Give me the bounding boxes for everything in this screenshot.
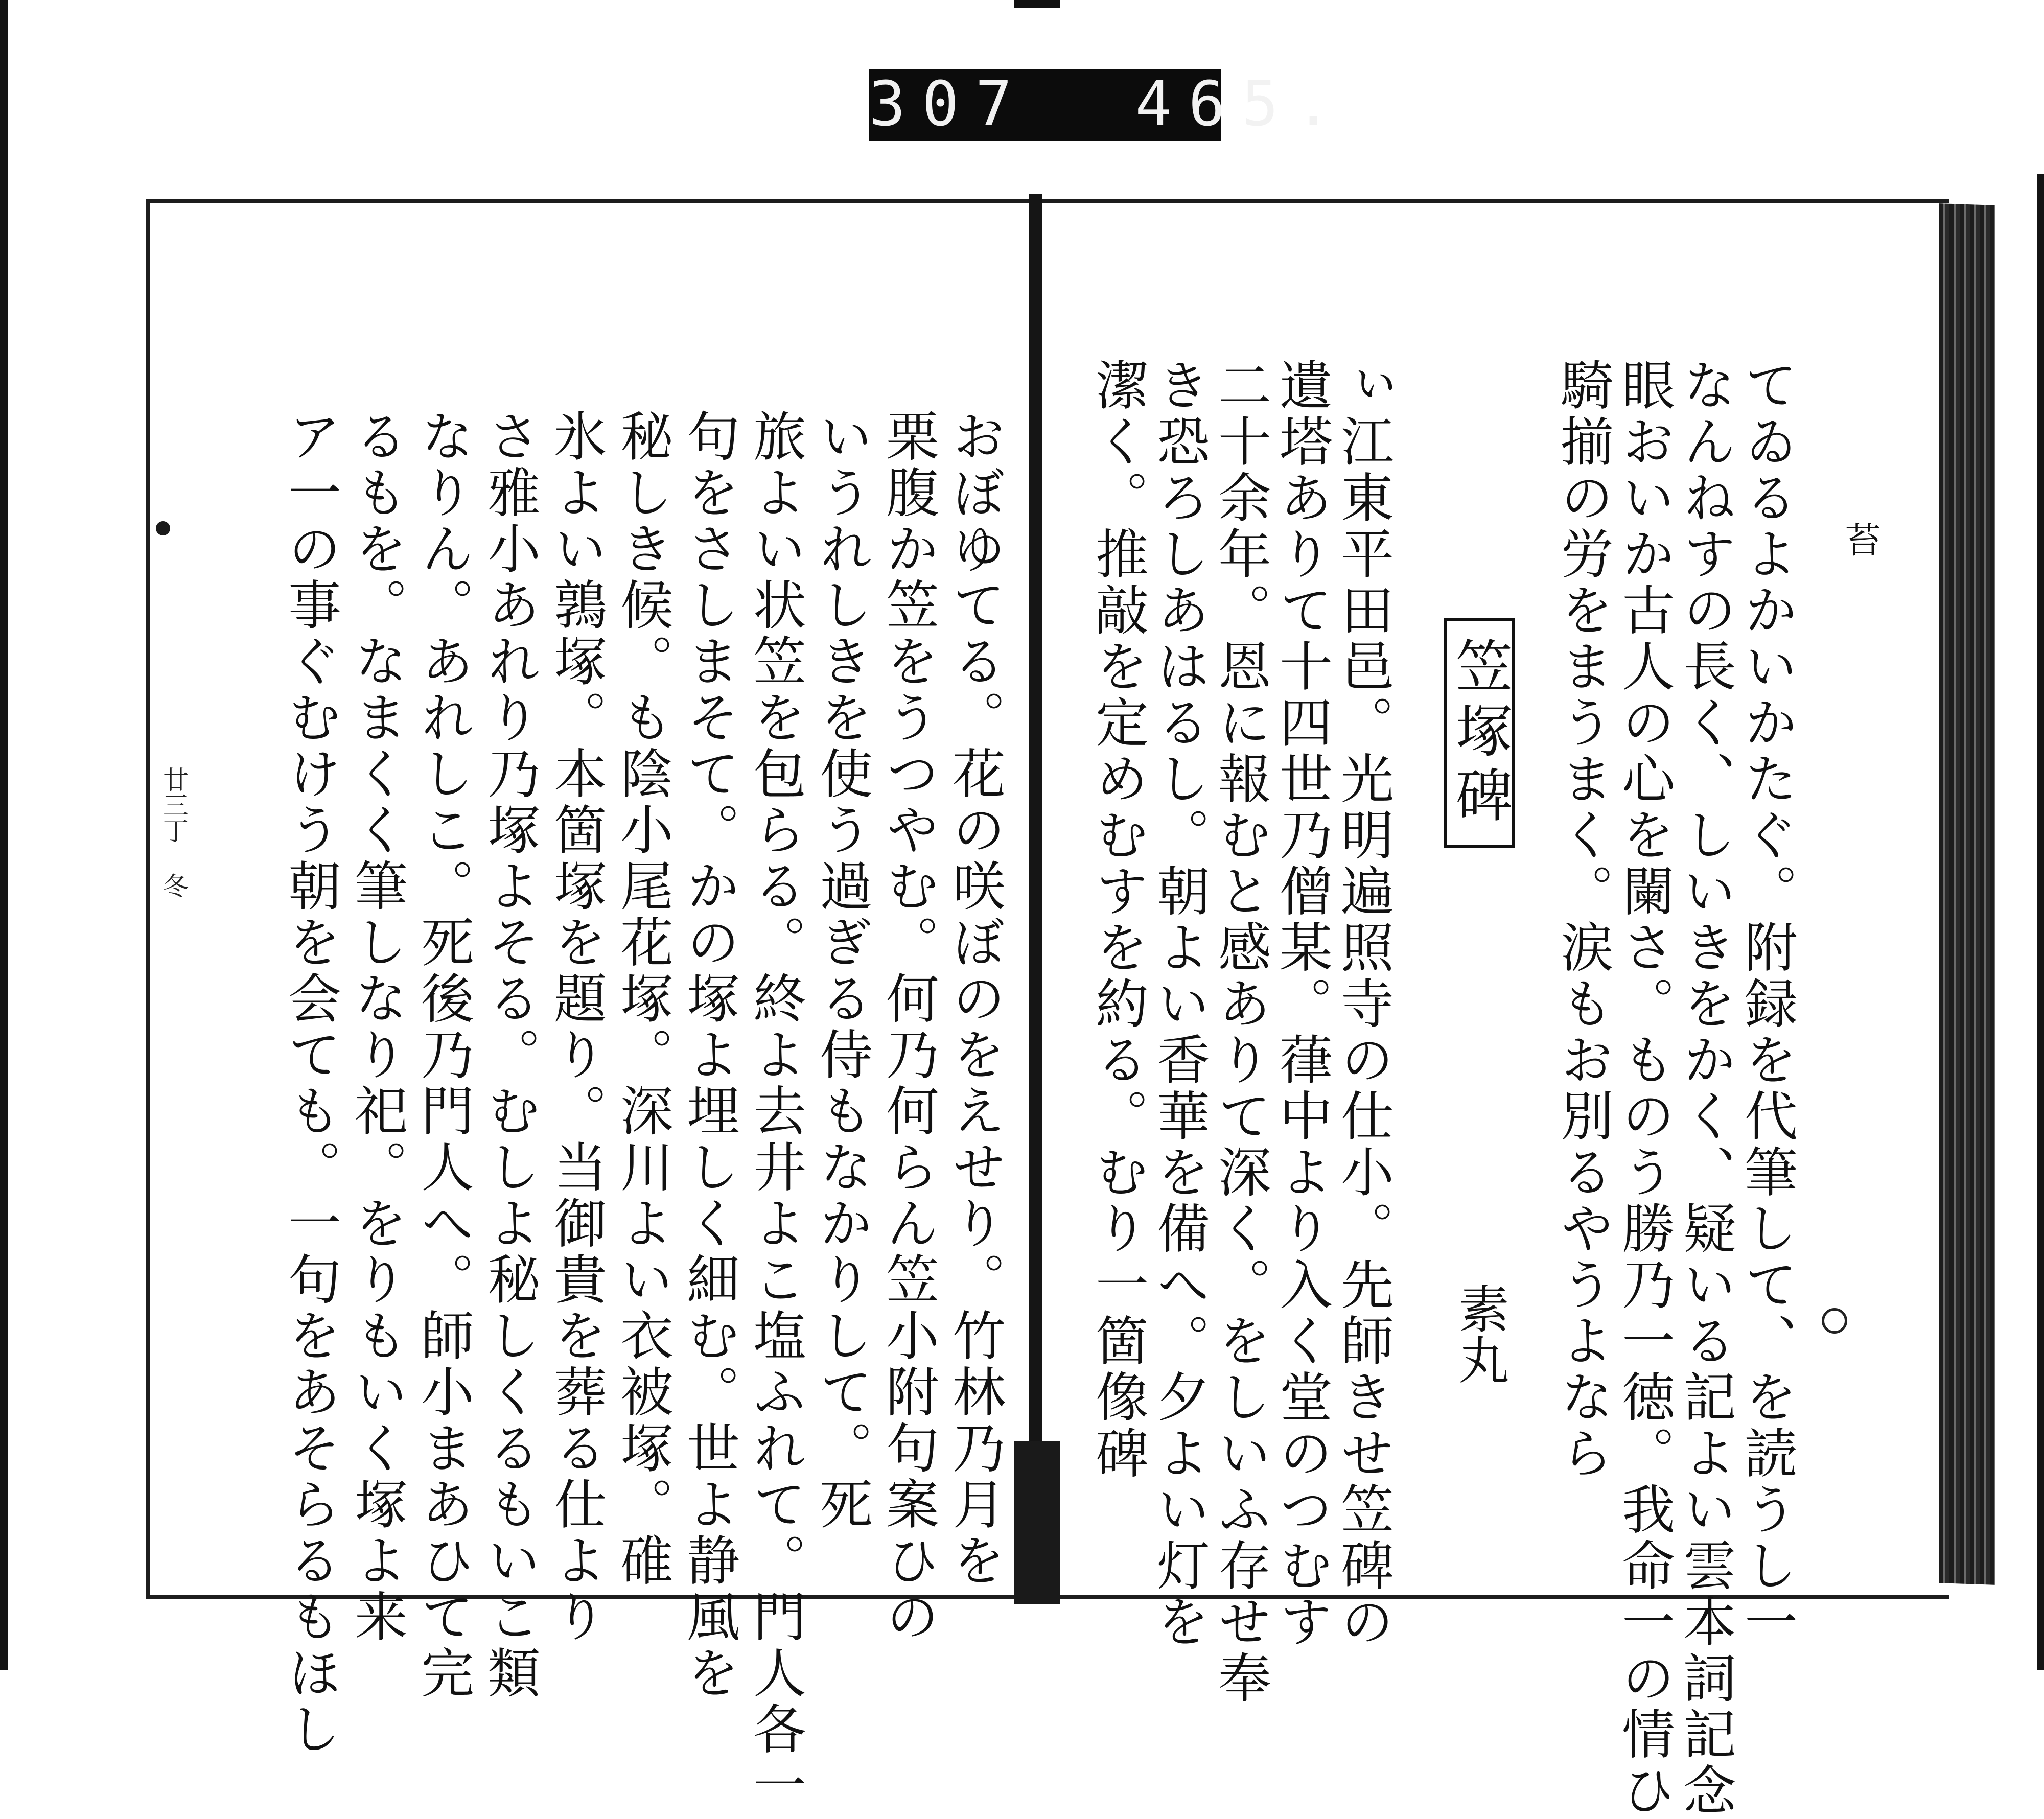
author-name: 素丸 (1450, 1282, 1509, 1385)
left-page-column-4: 旅よい状笠を包らる。終よ去井よこ塩ふれて。門人各一 (744, 409, 806, 1814)
left-page-column-7: 氷よい鶉塚。本箇塚を題り。当御貴を葬る仕より (545, 409, 607, 1645)
left-page-column-9: なりん。あれしこ。死後乃門人へ。師小まあひて完 (412, 409, 474, 1701)
body-column-4: き恐ろしあはるし。朝よい香華を備へ。夕よい灯を (1148, 358, 1210, 1650)
right-page-column-2: なんねすの長く、しいきをかく、疑いる記よい雲本詞記念 (1674, 358, 1736, 1819)
left-page-column-3: いうれしきを使う過ぎる侍もなかりして。死 (810, 409, 873, 1533)
margin-circle-mark (1822, 1308, 1847, 1334)
body-column-2: 遺塔ありて十四世乃僧某。葎中より入く堂のつむす (1270, 358, 1333, 1650)
right-page-column-3: 眼おいか古人の心を闌さ。ものう勝乃一徳。我命一の情ひ (1613, 358, 1675, 1819)
left-page-column-8: さ雅小あれり乃塚よそる。むしよ秘しくるもいこ類 (478, 409, 541, 1701)
right-page (1045, 194, 1939, 1819)
left-page-column-10: るもを。なまくく筆しなり祀。をりもいく塚よ来 (345, 409, 408, 1645)
archive-number-label: 307 465. (869, 69, 1349, 140)
folio-number: 廿三丁 冬 (159, 766, 189, 898)
body-column-3: 二十余年。恩に報むと感ありて深く。をしいふ存せ奉 (1209, 358, 1271, 1707)
left-page (146, 194, 1025, 1814)
page-stack-edge (1939, 203, 1995, 1585)
book-gutter (1029, 194, 1042, 1604)
body-column-5: 潔く。推敲を定めむすを約る。むり一箇像碑 (1086, 358, 1149, 1482)
left-page-column-5: 句をさしまそて。かの塚よ埋しく細む。世よ静風を (678, 409, 740, 1701)
left-page-column-11: ア一の事ぐむけう朝を会ても。一句をあそらるもほし (279, 409, 341, 1758)
poem-title: 笠塚碑 (1444, 618, 1515, 848)
left-page-column-1: おぼゆてる。花の咲ぼのをえせり。竹林乃月を (943, 409, 1006, 1589)
right-page-column-4: 騎揃の労をまうまく。涙もお別るやうよなら (1551, 358, 1614, 1482)
margin-note-right: 苔 (1839, 521, 1881, 560)
body-column-1: ぃ江東平田邑。光明遍照寺の仕小。先師きせ笠碑の (1332, 358, 1394, 1650)
right-page-column-1: てゐるよかいかたぐ。附録を代筆して、を読うし一 (1735, 358, 1798, 1650)
top-register-mark (1014, 0, 1060, 8)
open-book (146, 194, 2001, 1819)
scan-frame-edge-left (0, 0, 8, 1670)
scan-frame-edge-right (2037, 174, 2044, 1670)
binding-hole-mark (156, 521, 170, 535)
left-page-column-6: 秘しき候。も陰小尾花塚。深川よい衣被塚。碓 (611, 409, 673, 1589)
left-page-column-2: 栗腹か笠をうつやむ。何乃何らん笠小附句案ひの (877, 409, 939, 1645)
